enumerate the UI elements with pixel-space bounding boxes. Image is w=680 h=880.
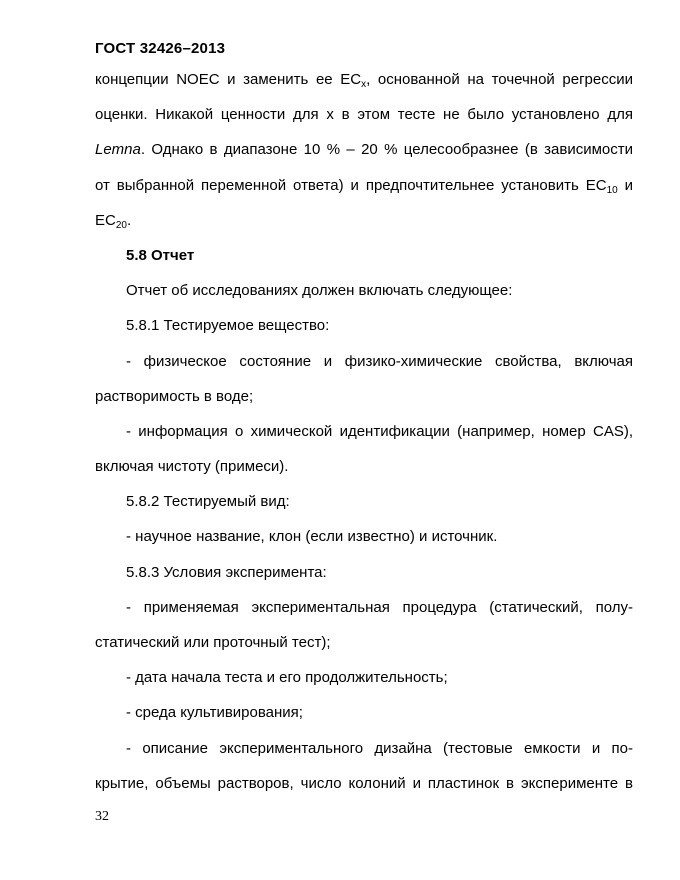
text-line: Lemna. Однако в диапазоне 10 % – 20 % целесообразнее (в зависимости xyxy=(95,141,633,159)
text-line: оценки. Никакой ценности для x в этом тесте не было установлено для xyxy=(95,106,633,124)
section-heading: 5.8 Отчет xyxy=(126,246,195,264)
list-item-continuation: включая чистоту (примеси). xyxy=(95,458,289,476)
list-item: - дата начала теста и его продолжительность; xyxy=(126,669,448,687)
list-item-continuation: крытие, объемы растворов, число колоний и пластинок в эксперименте в xyxy=(95,774,633,792)
list-item-continuation: статический или проточный тест); xyxy=(95,634,331,651)
subsection-title: 5.8.3 Условия эксперимента: xyxy=(126,563,327,581)
species-name: Lemna xyxy=(95,141,141,159)
list-item: - описание экспериментального дизайна (тестовые емкости и по- xyxy=(126,739,633,757)
list-item: - среда культивирования; xyxy=(126,704,303,722)
section-intro: Отчет об исследованиях должен включать следующее: xyxy=(126,282,513,300)
list-item: - физическое состояние и физико-химические свойства, включая xyxy=(126,352,633,370)
list-item: - научное название, клон (если известно) и источник. xyxy=(126,528,498,546)
subsection-title: 5.8.2 Тестируемый вид: xyxy=(126,493,290,511)
list-item: - применяемая экспериментальная процедура (статический, полу- xyxy=(126,598,633,616)
text-line: концепции NOEC и заменить ее $EC_x$, основанной на точечной регрессии xyxy=(95,71,633,90)
document-header: ГОСТ 32426–2013 xyxy=(95,40,226,57)
list-item: - информация о химической идентификации (например, номер CAS), xyxy=(126,422,633,440)
document-body xyxy=(95,62,633,801)
subsection-title: 5.8.1 Тестируемое вещество: xyxy=(126,317,330,335)
page-number: 32 xyxy=(95,809,109,824)
text-line: от выбранной переменной ответа) и предпочтительнее установить $EC_{10}$ и xyxy=(95,176,634,196)
text-line: $EC_{20}$. xyxy=(95,211,132,231)
list-item-continuation: растворимость в воде; xyxy=(95,387,254,405)
